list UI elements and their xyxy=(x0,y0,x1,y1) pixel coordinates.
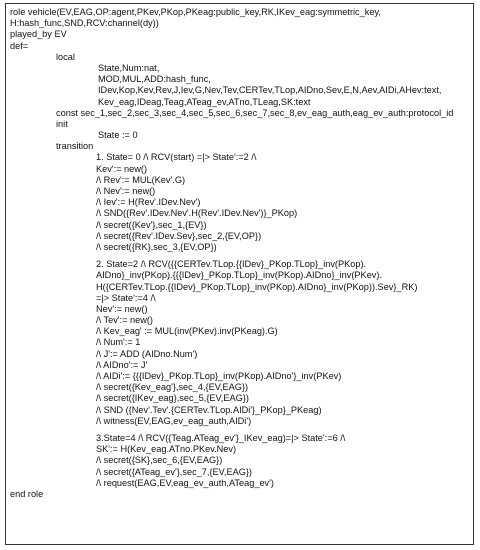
local-decl-3: IDev,Kop,Kev,Rev,J,Iev,G,Nev,Tev,CERTev,TLop,AIDno,Sev,E,N,Aev,AIDi,AHev:text, xyxy=(98,85,442,96)
hlpsl-code-listing xyxy=(10,7,471,500)
transition-1-line: /\ Rev':= MUL(Kev'.G) xyxy=(96,174,186,185)
transition-1-line: 1. State= 0 /\ RCV(start) =|> State':=2 /\ xyxy=(96,152,257,163)
transition-2-line: /\ Tev':= new() xyxy=(96,315,153,326)
local-decl-4: Kev_eag,IDeag,Teag,ATeag_ev,ATno,TLeag,SK:text xyxy=(98,96,311,107)
transition-2-line: /\ J':= ADD (AIDno.Num') xyxy=(96,348,198,359)
local-decl-1: State,Num:nat, xyxy=(98,62,160,73)
transition-1-line: /\ secret({RK},sec_3,{EV,OP}) xyxy=(96,241,217,252)
transition-2-line: /\ Num':= 1 xyxy=(96,337,141,348)
header-line-3: played_by EV xyxy=(10,29,67,40)
transition-1-line: /\ Nev':= new() xyxy=(96,186,156,196)
transition-2-line: /\ Kev_eag' := MUL(inv(PKev).inv(PKeag).G) xyxy=(96,326,278,337)
transition-2-line: AIDno}_inv(PKop).{{{IDev}_PKop.TLop}_inv(PKop).AIDno}_inv(PKev). xyxy=(96,270,383,281)
transition-2-line: /\ AIDi':= {{{IDev}_PKop.TLop}_inv(PKop).AIDno'}_inv(PKev) xyxy=(96,371,342,381)
transition-2-line: /\ AIDno':= J' xyxy=(96,359,148,370)
const-declaration: const sec_1,sec_2,sec_3,sec_4,sec_5,sec_6,sec_7,sec_8,ev_eag_auth,eag_ev_auth:protocol_id xyxy=(56,107,454,118)
transition-2-line: Nev':= new() xyxy=(96,303,148,314)
transition-keyword: transition xyxy=(56,141,94,152)
transition-3-line: 3.State=4 /\ RCV({Teag.ATeag_ev'}_IKev_eag)=|> State':=6 /\ xyxy=(96,432,346,443)
transition-3-line: /\ secret({SK},sec_6,{EV,EAG}) xyxy=(96,455,223,466)
code-frame xyxy=(5,3,474,545)
transition-1-line: /\ secret({Rev'.IDev.Sev},sec_2,{EV,OP}) xyxy=(96,230,262,241)
end-role-line: end role xyxy=(10,488,44,499)
header-line-2: H:hash_func,SND,RCV:channel(dy)) xyxy=(10,18,159,29)
transition-2-line: /\ secret({IKev_eag},sec_5,{EV,EAG}) xyxy=(96,393,249,404)
transition-2-line: /\ secret({Kev_eag'},sec_4,{EV,EAG}) xyxy=(96,382,249,393)
init-keyword: init xyxy=(56,118,68,129)
transition-3-line: SK':= H(Kev_eag.ATno.PKev.Nev) xyxy=(96,444,237,455)
transition-1-line: /\ Iev':= H(Rev'.IDev.Nev') xyxy=(96,197,201,208)
transition-2-line: 2. State=2 /\ RCV({{CERTev.TLop.{{IDev}_PKop.TLop}_inv(PKop). xyxy=(96,259,367,270)
transition-2-line: /\ witness(EV,EAG,ev_eag_auth,AIDi') xyxy=(96,415,252,426)
transition-2-line: =|> State':=4 /\ xyxy=(96,292,156,303)
local-keyword: local xyxy=(56,51,75,62)
transition-3-line: /\ secret({ATeag_ev'},sec_7,{EV,EAG}) xyxy=(96,466,252,477)
transition-2-line: H({CERTev.TLop.{{IDev}_PKop.TLop}_inv(PKop).AIDno}_inv(PKop)).Sev}_RK) xyxy=(96,281,418,292)
local-decl-2: MOD,MUL,ADD:hash_func, xyxy=(98,74,211,85)
transition-1-line: Kev':= new() xyxy=(96,163,148,174)
header-line-4: def= xyxy=(10,40,29,51)
init-statement: State := 0 xyxy=(98,130,138,141)
transition-1-line: /\ SND({Rev'.IDev.Nev'.H(Rev'.IDev.Nev')}_PKop) xyxy=(96,208,298,219)
transition-2-line: /\ SND ({Nev'.Tev'.{CERTev.TLop.AIDi'}_PKop}_PKeag) xyxy=(96,404,322,415)
header-line-1: role vehicle(EV,EAG,OP:agent,PKev,PKop,PKeag:public_key,RK,IKev_eag:symmetric_key, xyxy=(10,7,381,17)
transition-1-line: /\ secret({Kev'},sec_1,{EV}) xyxy=(96,219,207,230)
transition-3-line: /\ request(EAG,EV,eag_ev_auth,ATeag_ev') xyxy=(96,477,274,488)
